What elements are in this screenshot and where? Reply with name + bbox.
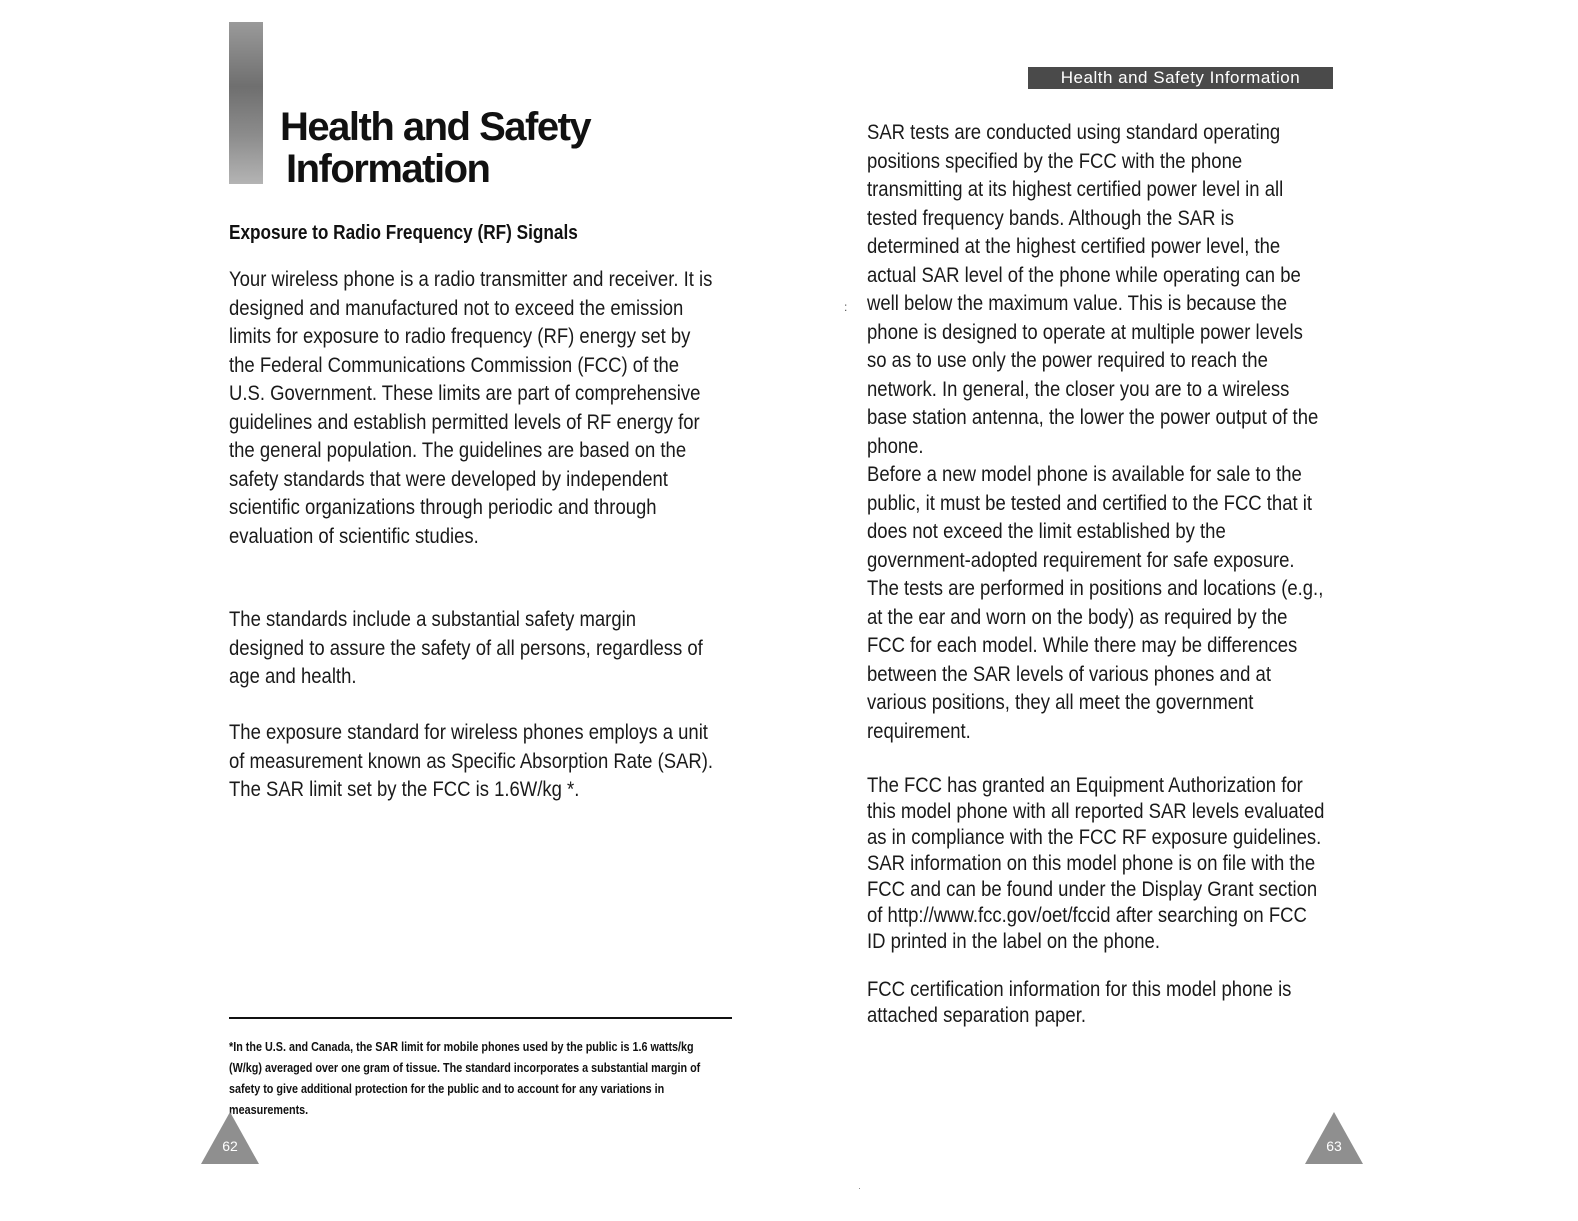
margin-mark: : (844, 300, 848, 314)
page-number-left: 62 (222, 1138, 238, 1154)
scan-speck: · (858, 1183, 861, 1193)
paragraph-fcc-certification: FCC certification information for this model phone is attached separation paper. (867, 977, 1292, 1027)
paragraph-safety-margin: The standards include a substantial safety margin designed to assure the safety of all persons, regardless of age and health. (229, 607, 703, 688)
paragraph-sar-limit: The exposure standard for wireless phones employs a unit of measurement known as Specific Absorption Rate (SAR). The SAR limit set by the FCC is 1.6W/kg *. (229, 720, 714, 801)
paragraph-rf-intro: Your wireless phone is a radio transmitter and receiver. It is designed and manufactured not to exceed the emission limits for exposure to radio frequency (RF) energy set by the Federal Communications Commission (FCC) of the U.S. Government. These limits are part of comprehensive guidelines and establish permitted levels of RF energy for the general population. The guidelines are based on the safety standards that were developed by independent scientific organizations through periodic and through evaluation of scientific studies. (229, 267, 713, 548)
footnote-divider (229, 1017, 732, 1019)
right-page (789, 0, 1578, 1221)
chapter-title-line2: Information (286, 147, 490, 191)
running-header-label: Health and Safety Information (1060, 68, 1301, 87)
paragraph-sar-tests-text: SAR tests are conducted using standard operating positions specified by the FCC with the phone transmitting at its highest certified power level in all tested frequency bands. Although the SAR is determined at the highest certified power level, the actual SAR level of the phone while operating can be well below the maximum value. This is because the phone is designed to operate at multiple power levels so as to use only the power required to reach the network. In general, the closer you are to a wireless base station antenna, the lower the power output of the phone. (867, 120, 1319, 458)
chapter-side-bar (229, 22, 263, 184)
page-number-right: 63 (1326, 1138, 1342, 1154)
chapter-title (280, 106, 590, 190)
section-heading: Exposure to Radio Frequency (RF) Signals (229, 222, 578, 244)
paragraph-certification-text: Before a new model phone is available for sale to the public, it must be tested and certified to the FCC that it does not exceed the limit established by the government-adopted requirement for safe exposure. The tests are performed in positions and locations (e.g., at the ear and worn on the body) as required by the FCC for each model. While there may be differences between the SAR levels of various phones and at various positions, they all meet the government requirement. (867, 462, 1324, 743)
running-header (1028, 67, 1333, 89)
chapter-title-line1: Health and Safety (280, 105, 591, 149)
paragraph-sar-tests (867, 118, 1327, 745)
footnote: *In the U.S. and Canada, the SAR limit for mobile phones used by the public is 1.6 watts/kg (W/kg) averaged over one gram of tissue. The standard incorporates a substantial margin of safety to give additional protection for the public and to account for any variations in measurements. (229, 1039, 701, 1117)
paragraph-equipment-authorization: The FCC has granted an Equipment Authorization for this model phone with all reported SAR levels evaluated as in compliance with the FCC RF exposure guidelines. SAR information on this model phone is on file with the FCC and can be found under the Display Grant section of http://www.fcc.gov/oet/fccid after searching on FCC ID printed in the label on the phone. (867, 773, 1325, 953)
